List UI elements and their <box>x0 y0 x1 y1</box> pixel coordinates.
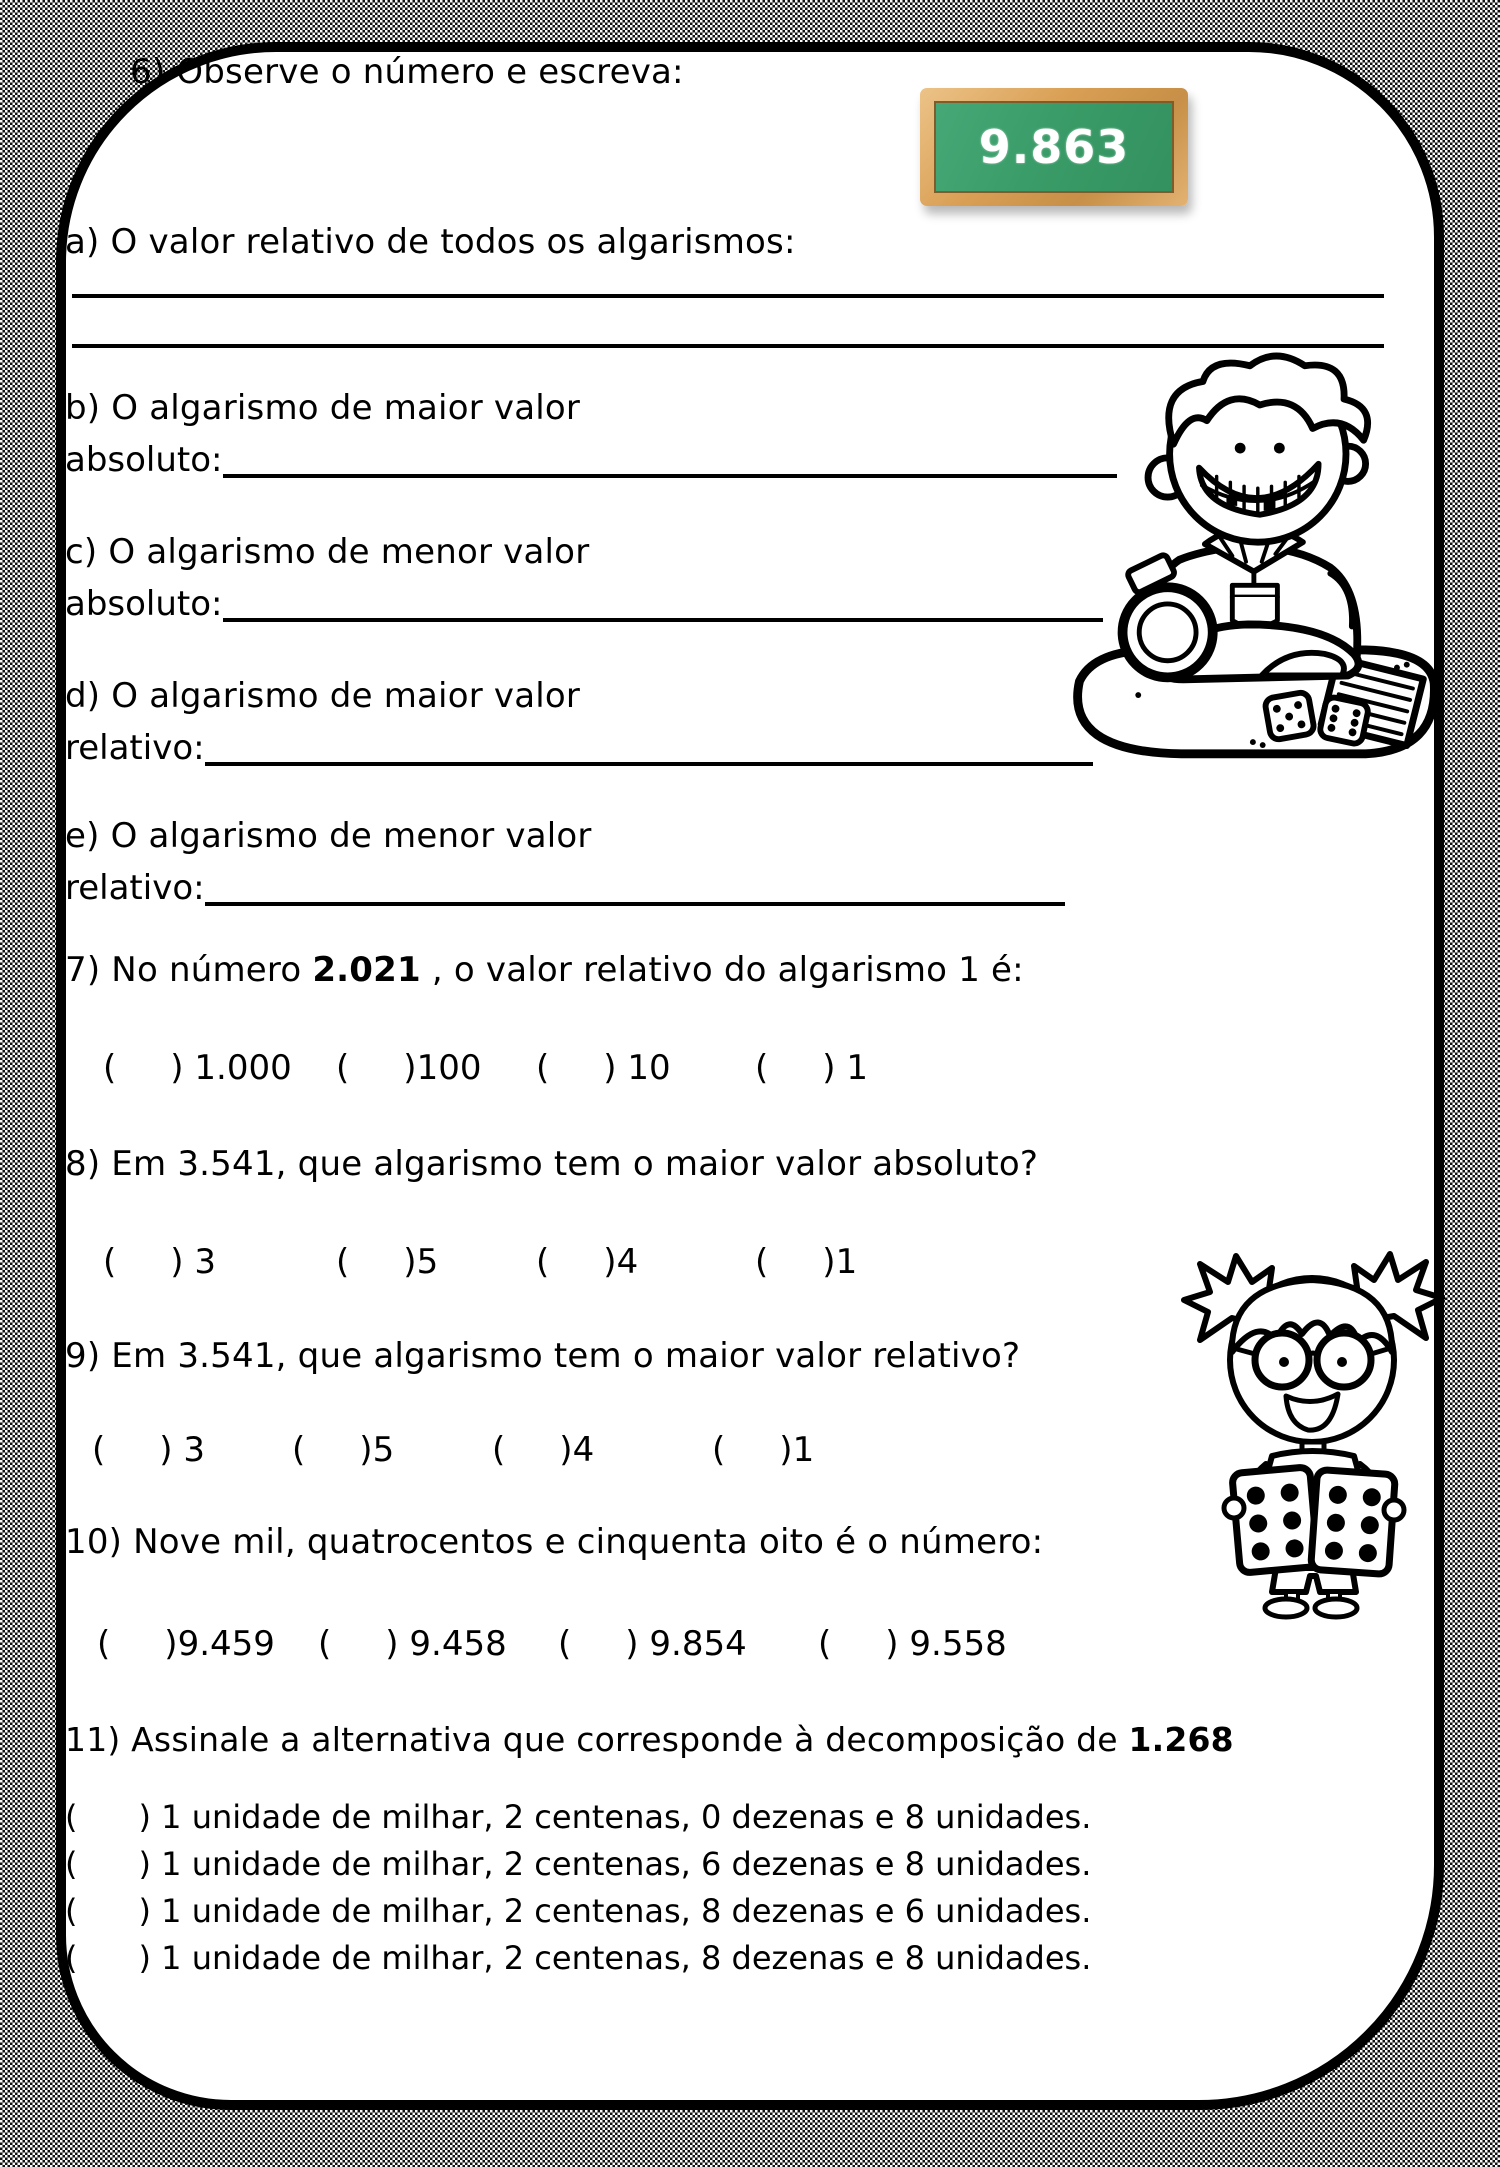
girl-illustration <box>1170 1246 1462 1618</box>
girl-shoe <box>1315 1599 1357 1617</box>
q10-title: 10) Nove mil, quatrocentos e cinquenta oito é o número: <box>65 1522 1044 1562</box>
q6-item-d-label2: relativo: <box>65 728 205 768</box>
q11-option-c[interactable]: ( ) 1 unidade de milhar, 2 centenas, 8 dezenas e 6 unidades. <box>65 1892 1092 1930</box>
q11-option-b[interactable]: ( ) 1 unidade de milhar, 2 centenas, 6 dezenas e 8 unidades. <box>65 1845 1092 1883</box>
q9-option-1[interactable]: ( )1 <box>712 1430 815 1470</box>
answer-line[interactable] <box>205 886 1065 906</box>
q7-option-1000[interactable]: ( ) 1.000 <box>103 1048 292 1088</box>
q10-option-9854[interactable]: ( ) 9.854 <box>558 1624 747 1664</box>
die-icon <box>1264 691 1315 740</box>
q6-item-b-answer-row <box>65 440 1117 481</box>
boy-illustration <box>1052 332 1444 768</box>
q11-title <box>65 1720 1234 1760</box>
q6-item-e-answer-row <box>65 868 1065 909</box>
q7-title-prefix: 7) No número <box>65 950 313 990</box>
q6-item-c-label2: absoluto: <box>65 584 223 624</box>
q6-item-e-label2: relativo: <box>65 868 205 908</box>
boy-pocket <box>1232 585 1277 597</box>
q7-title-suffix: , o valor relativo do algarismo 1 é: <box>420 950 1024 990</box>
q8-option-4[interactable]: ( )4 <box>536 1242 639 1282</box>
q8-option-5[interactable]: ( )5 <box>336 1242 439 1282</box>
q8-option-3[interactable]: ( ) 3 <box>103 1242 217 1282</box>
q9-option-3[interactable]: ( ) 3 <box>92 1430 206 1470</box>
q7-title-number: 2.021 <box>312 950 421 990</box>
q10-option-9458[interactable]: ( ) 9.458 <box>318 1624 507 1664</box>
domino-icon <box>1311 1469 1396 1574</box>
answer-line[interactable] <box>205 746 1093 766</box>
girl-shoe <box>1265 1599 1307 1617</box>
girl-hand <box>1384 1500 1404 1520</box>
q6-item-b-label: b) O algarismo de maior valor <box>65 388 581 428</box>
q11-option-a[interactable]: ( ) 1 unidade de milhar, 2 centenas, 0 dezenas e 8 unidades. <box>65 1798 1092 1836</box>
answer-line[interactable] <box>223 602 1103 622</box>
die-icon <box>1319 696 1370 745</box>
domino-icon <box>1232 1467 1318 1573</box>
q6-item-b-label2: absoluto: <box>65 440 223 480</box>
q6-title: 6) Observe o número e escreva: <box>130 52 684 92</box>
answer-line[interactable] <box>223 458 1117 478</box>
chalkboard-surface <box>934 101 1174 193</box>
q10-option-9558[interactable]: ( ) 9.558 <box>818 1624 1007 1664</box>
q11-title-number: 1.268 <box>1128 1720 1234 1759</box>
q9-option-4[interactable]: ( )4 <box>492 1430 595 1470</box>
q11-title-prefix: 11) Assinale a alternativa que corresponde à decomposição de <box>65 1720 1129 1759</box>
girl-hand <box>1224 1498 1244 1518</box>
q7-option-100[interactable]: ( )100 <box>336 1048 482 1088</box>
q6-item-a-label: a) O valor relativo de todos os algarismos: <box>65 222 796 262</box>
q6-item-c-answer-row <box>65 584 1103 625</box>
q7-option-1[interactable]: ( ) 1 <box>755 1048 869 1088</box>
q6-item-c-label: c) O algarismo de menor valor <box>65 532 590 572</box>
q11-option-d[interactable]: ( ) 1 unidade de milhar, 2 centenas, 8 dezenas e 8 unidades. <box>65 1939 1092 1977</box>
chalkboard-number: 9.863 <box>978 120 1130 174</box>
q7-title <box>65 950 1024 991</box>
q9-title: 9) Em 3.541, que algarismo tem o maior valor relativo? <box>65 1336 1021 1376</box>
q6-item-e-label: e) O algarismo de menor valor <box>65 816 592 856</box>
q9-option-5[interactable]: ( )5 <box>292 1430 395 1470</box>
q6-item-d-answer-row <box>65 728 1093 769</box>
chalkboard-illustration <box>920 88 1188 206</box>
q7-option-10[interactable]: ( ) 10 <box>536 1048 671 1088</box>
q8-option-1[interactable]: ( )1 <box>755 1242 858 1282</box>
q8-title: 8) Em 3.541, que algarismo tem o maior valor absoluto? <box>65 1144 1039 1184</box>
q6-item-d-label: d) O algarismo de maior valor <box>65 676 581 716</box>
answer-line[interactable] <box>72 294 1384 298</box>
q10-option-9459[interactable]: ( )9.459 <box>97 1624 275 1664</box>
